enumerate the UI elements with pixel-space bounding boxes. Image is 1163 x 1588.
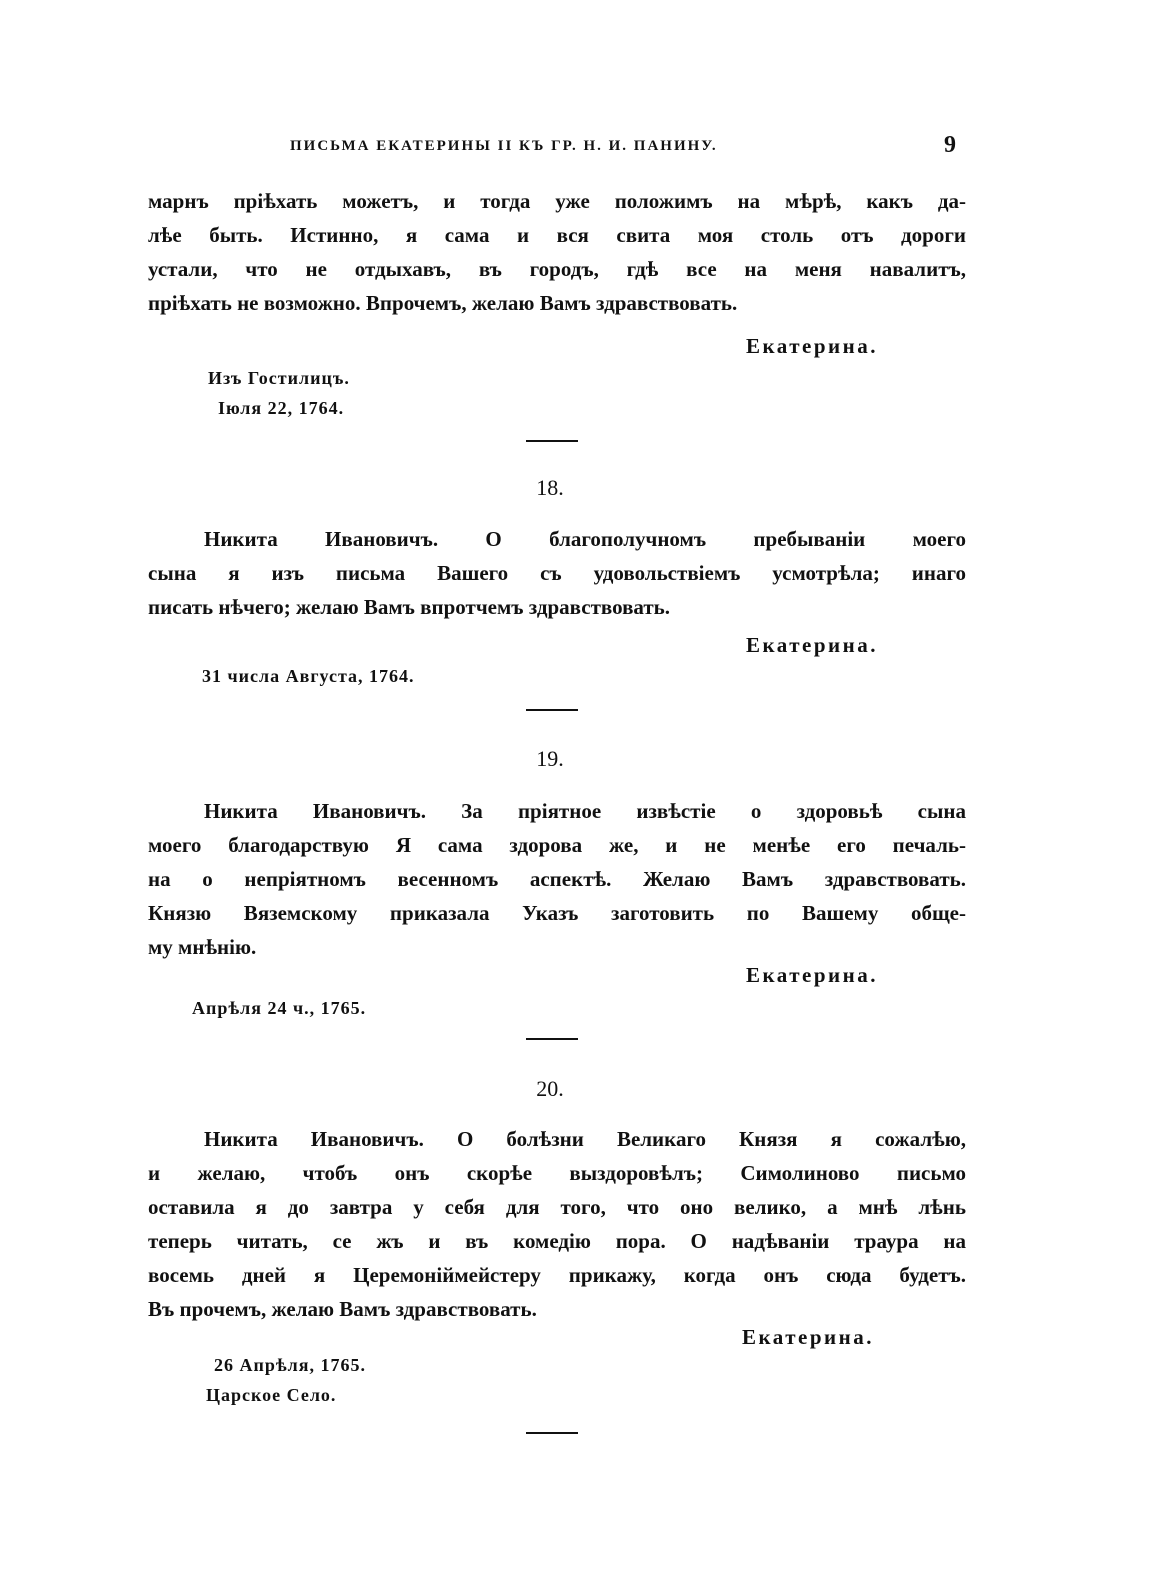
- text-line: марнъ пріѣхать можетъ, и тогда уже положимъ на мѣрѣ, какъ да-: [148, 189, 966, 213]
- text-line: писать нѣчего; желаю Вамъ впротчемъ здравствовать.: [148, 595, 671, 619]
- text-line: му мнѣнію.: [148, 935, 257, 959]
- separator-rule: [526, 709, 578, 711]
- signature: Екатерина.: [746, 963, 879, 987]
- text-line: Никита Ивановичъ. О благополучномъ пребываніи моего: [204, 527, 966, 551]
- signature: Екатерина.: [746, 334, 879, 358]
- running-title: ПИСЬМА ЕКАТЕРИНЫ II КЪ ГР. Н. И. ПАНИНУ.: [290, 138, 718, 154]
- text-line: Никита Ивановичъ. О болѣзни Великаго Князя я сожалѣю,: [204, 1127, 966, 1151]
- date: Апрѣля 24 ч., 1765.: [192, 998, 367, 1018]
- text-line: моего благодарствую Я сама здорова же, и не менѣе его печаль-: [148, 833, 966, 857]
- text-line: оставила я до завтра у себя для того, что оно велико, а мнѣ лѣнь: [148, 1195, 966, 1219]
- separator-rule: [526, 1038, 578, 1040]
- text-line: теперь читать, се жъ и въ комедію пора. О надѣваніи траура на: [148, 1229, 966, 1253]
- place: Изъ Гостилицъ.: [208, 368, 350, 388]
- page-number: 9: [944, 132, 956, 158]
- date: 26 Апрѣля, 1765.: [214, 1355, 367, 1375]
- letter-number: 20.: [536, 1076, 564, 1101]
- text-line: устали, что не отдыхавъ, въ городъ, гдѣ все на меня навалитъ,: [148, 257, 966, 281]
- date: 31 числа Августа, 1764.: [202, 666, 415, 686]
- place: Царское Село.: [206, 1385, 337, 1405]
- letter-number: 18.: [536, 475, 564, 500]
- text-line: лѣе быть. Истинно, я сама и вся свита моя столь отъ дороги: [148, 223, 966, 247]
- text-line: Никита Ивановичъ. За пріятное извѣстіе о здоровьѣ сына: [204, 799, 966, 823]
- separator-rule: [526, 1432, 578, 1434]
- separator-rule: [526, 440, 578, 442]
- text-line: Князю Вяземскому приказала Указъ заготовить по Вашему обще-: [148, 901, 966, 925]
- date: Іюля 22, 1764.: [218, 398, 345, 418]
- page-header: [0, 132, 1163, 166]
- text-line: Въ прочемъ, желаю Вамъ здравствовать.: [148, 1297, 537, 1321]
- text-line: пріѣхать не возможно. Впрочемъ, желаю Вамъ здравствовать.: [148, 291, 738, 315]
- signature: Екатерина.: [742, 1325, 875, 1349]
- letter-number: 19.: [536, 746, 564, 771]
- text-line: на о непріятномъ весенномъ аспектѣ. Желаю Вамъ здравствовать.: [148, 867, 966, 891]
- signature: Екатерина.: [746, 633, 879, 657]
- text-line: и желаю, чтобъ онъ скорѣе выздоровѣлъ; Симолиново письмо: [148, 1161, 966, 1185]
- text-line: сына я изъ письма Вашего съ удовольствіемъ усмотрѣла; инаго: [148, 561, 966, 585]
- text-line: восемь дней я Церемоніймейстеру прикажу, когда онъ сюда будетъ.: [148, 1263, 966, 1287]
